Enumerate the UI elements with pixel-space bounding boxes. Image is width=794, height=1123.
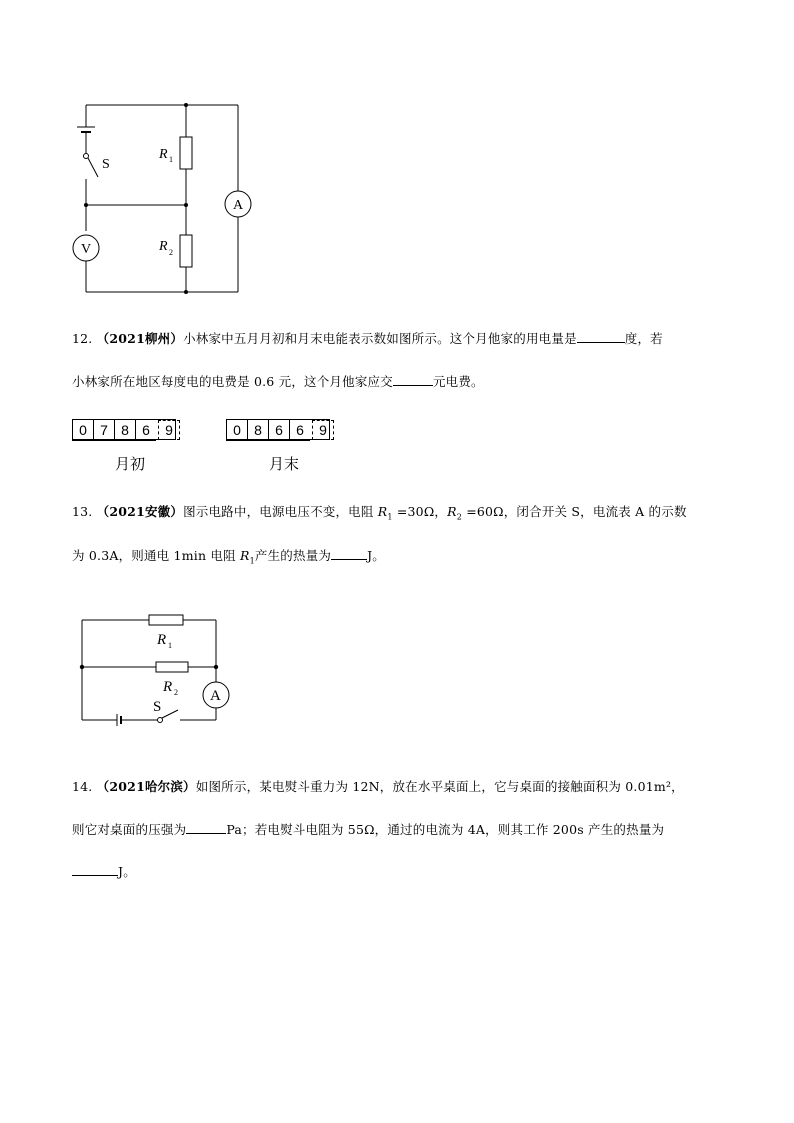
meter-start-digit: 0 xyxy=(72,419,93,441)
circuit-figure-2 xyxy=(72,606,242,728)
meter-end-digit: 8 xyxy=(247,419,268,441)
fig2-r1-label: R xyxy=(157,632,167,648)
meter-start-digit: 6 xyxy=(135,419,156,441)
q14-line2: 则它对桌面的压强为 Pa；若电熨斗电阻为 55Ω，通过的电流为 4A，则其工作 200s 产生的热量为 xyxy=(72,822,665,837)
q14-blank-1[interactable] xyxy=(186,822,226,834)
q13-line2: 为 0.3A，则通电 1min 电阻 $R_1$产生的热量为 J。 xyxy=(72,548,386,566)
q14-line3: J。 xyxy=(72,864,732,879)
q13-line1: 13. （2021安徽）图示电路中，电源电压不变，电阻 $R_1 =30\Omega$，$R_2 =60\Omega$，闭合开关 S，电流表 A 的示数 xyxy=(72,504,687,522)
r2-sub: 2 xyxy=(169,248,173,257)
q14-source: （2021哈尔滨） xyxy=(96,779,196,794)
meter-end xyxy=(226,419,334,441)
circuit-figure-1 xyxy=(60,95,260,300)
meter-end-digit: 6 xyxy=(289,419,310,441)
fig2-ammeter-label: A xyxy=(210,688,221,704)
fig2-r2-sub: 2 xyxy=(174,688,178,697)
meter-end-label: 月末 xyxy=(269,456,300,473)
fig2-r2-label: R xyxy=(163,679,173,695)
meter-start xyxy=(72,419,180,441)
meter-end-digit: 6 xyxy=(268,419,289,441)
q12-line1: 12. （2021柳州）小林家中五月月初和月末电能表示数如图所示。这个月他家的用电量是 度，若 xyxy=(72,331,663,346)
meter-start-digit: 7 xyxy=(93,419,114,441)
r2-label: R xyxy=(159,239,168,254)
r1-label: R xyxy=(159,147,168,162)
q13-source: （2021安徽） xyxy=(96,504,184,519)
q13-blank[interactable] xyxy=(331,548,367,560)
fig2-switch-label: S xyxy=(153,699,162,715)
meter-start-label: 月初 xyxy=(115,456,146,473)
switch-label: S xyxy=(102,157,110,172)
q12-blank-2[interactable] xyxy=(393,374,433,386)
q12-source: （2021柳州） xyxy=(96,331,184,346)
meter-end-decimal: 9 xyxy=(312,420,334,440)
voltmeter-label: V xyxy=(81,242,92,257)
q14-blank-2[interactable] xyxy=(72,864,118,876)
fig2-r1-sub: 1 xyxy=(168,641,172,650)
q12-blank-1[interactable] xyxy=(577,331,625,343)
meter-start-digit: 8 xyxy=(114,419,135,441)
q12-line2: 小林家所在地区每度电的电费是 0.6 元，这个月他家应交 元电费。 xyxy=(72,374,484,389)
q14-line1: 14. （2021哈尔滨）如图所示，某电熨斗重力为 12N，放在水平桌面上，它与桌面的接触面积为 0.01m²， xyxy=(72,779,684,794)
r1-sub: 1 xyxy=(169,155,173,164)
meter-end-digit: 0 xyxy=(226,419,247,441)
ammeter-label: A xyxy=(233,198,244,213)
meter-start-decimal: 9 xyxy=(158,420,180,440)
